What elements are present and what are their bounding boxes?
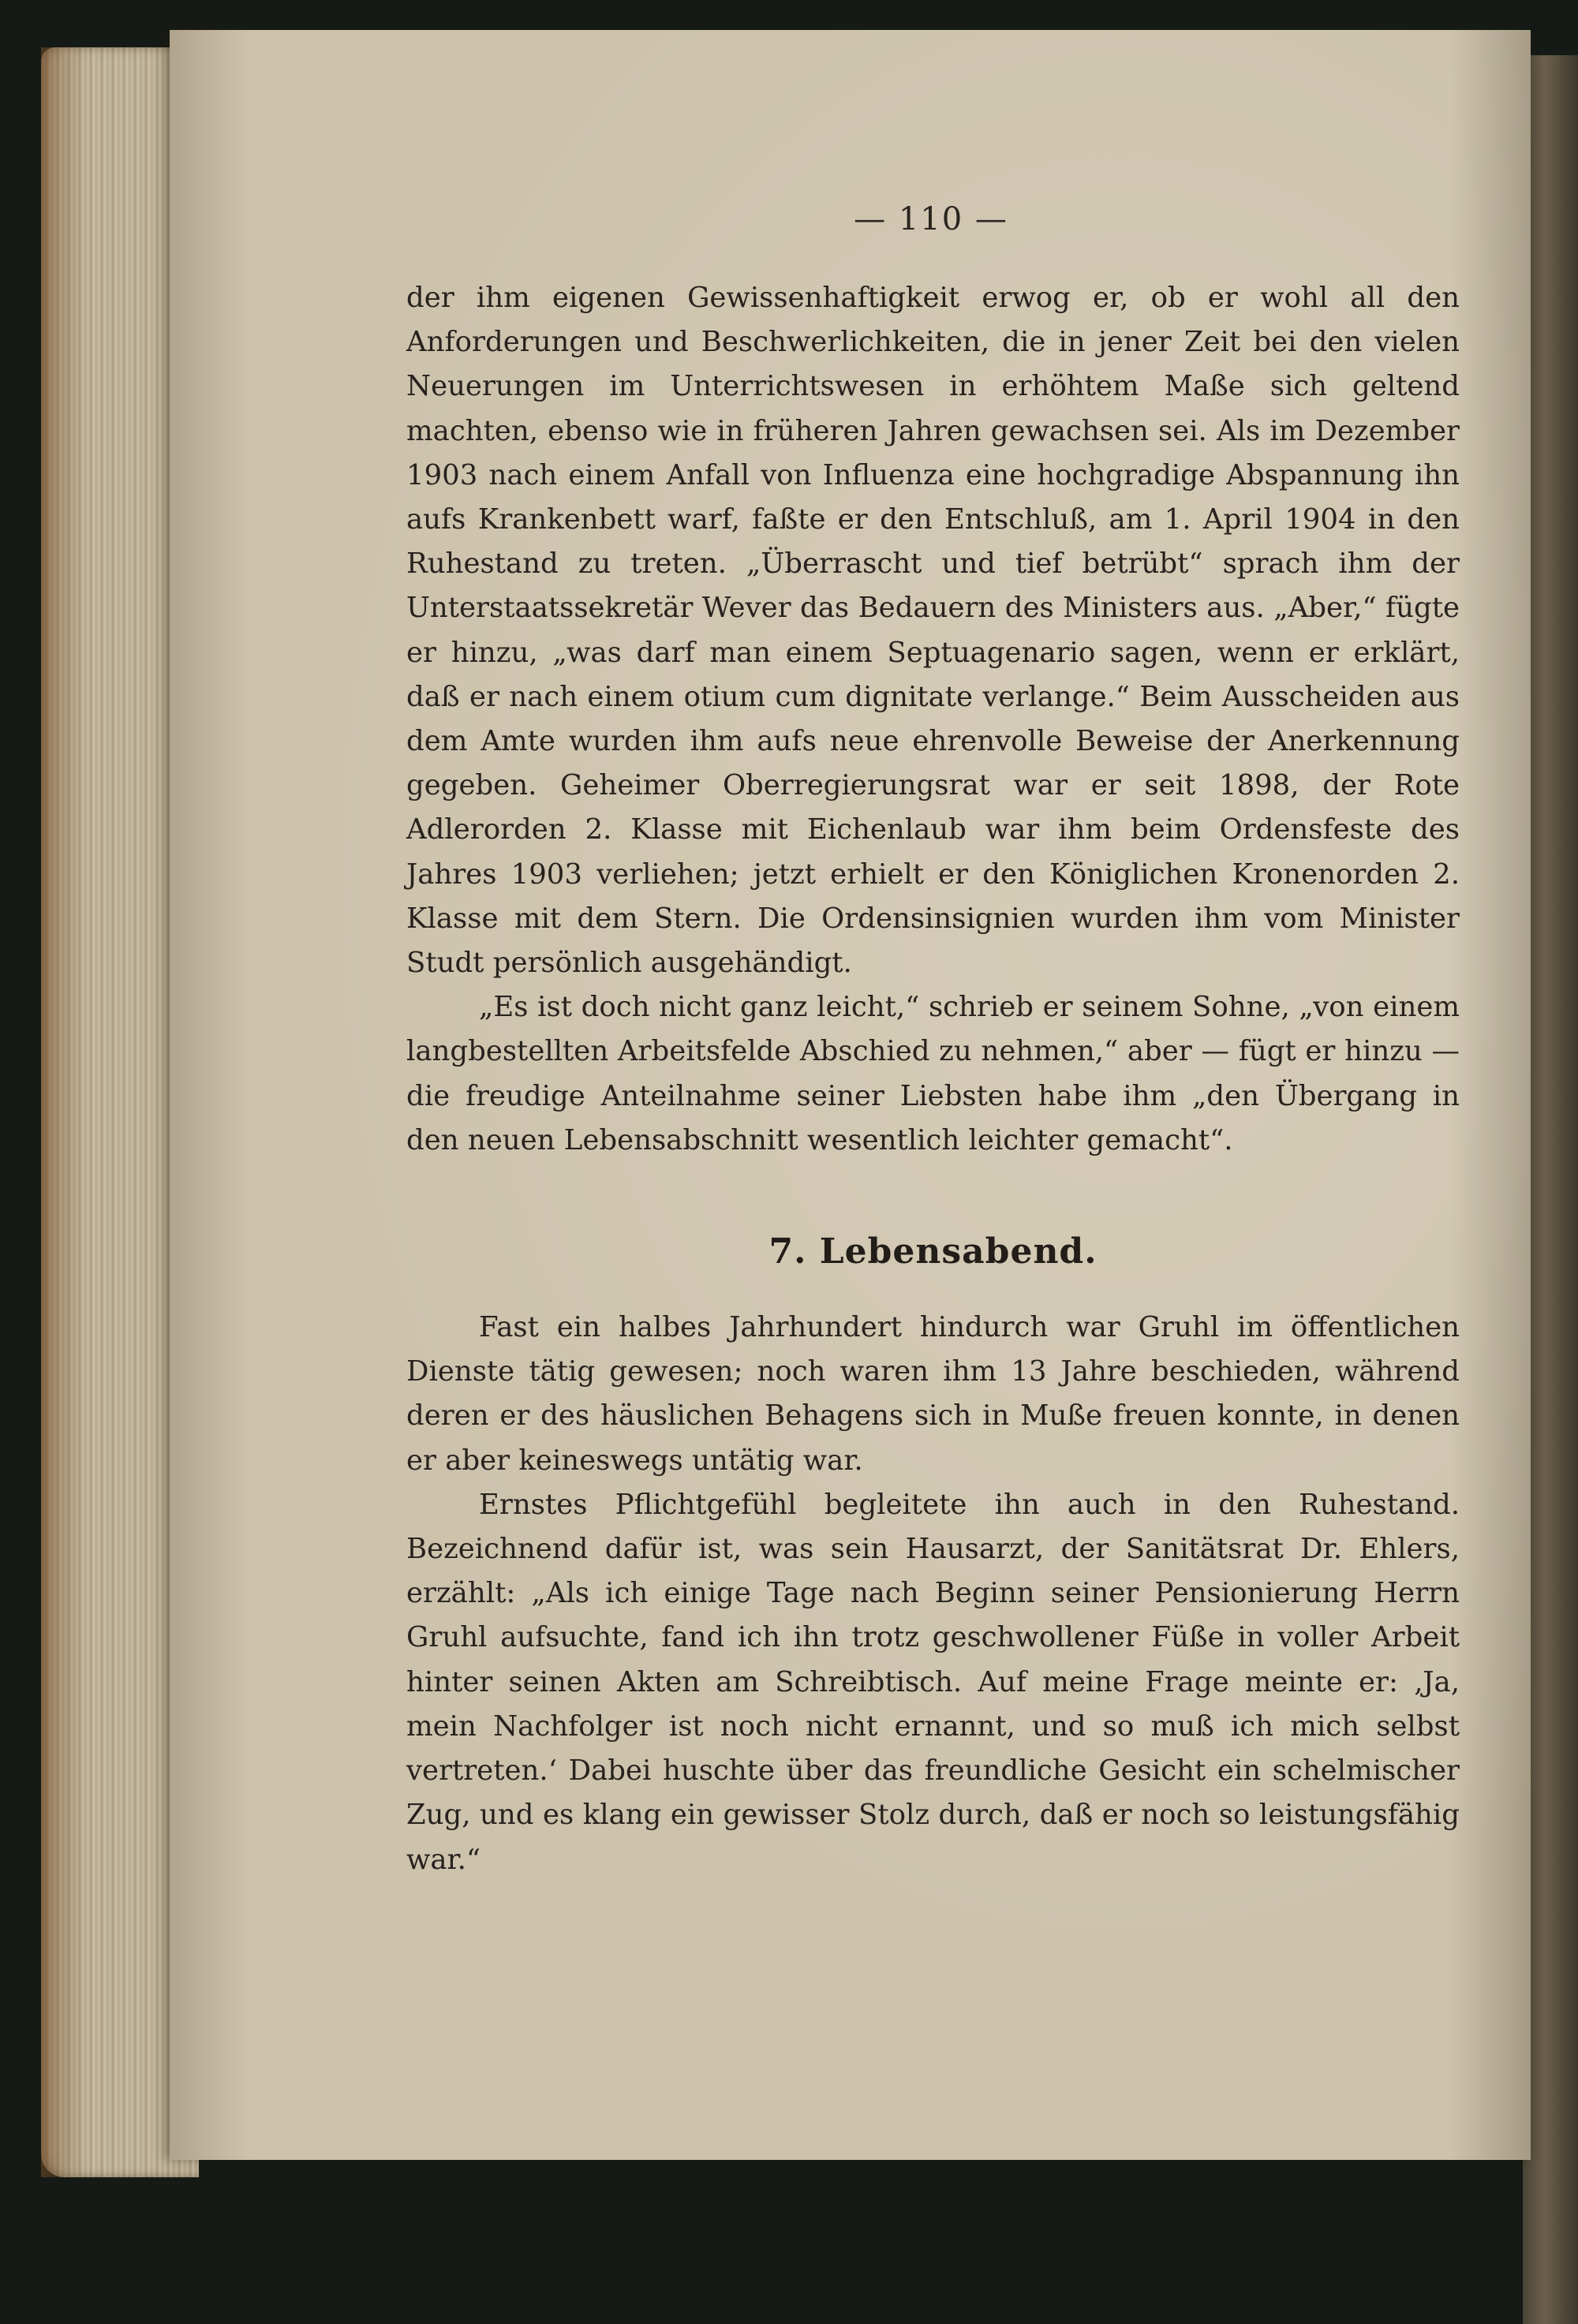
paragraph-letter-to-son: „Es ist doch nicht ganz leicht,“ schrieb er seinem Sohne, „von einem langbestellten Arbeitsfelde Abschied zu nehmen,“ aber — fügt er hinzu — die freudige Anteilnahme seiner Liebsten habe ihm „den Übergang in den neuen Lebensabschnitt wesentlich leichter gemacht“. — [406, 991, 1460, 1156]
section-heading: 7. Lebensabend. — [768, 1231, 1097, 1272]
body-text — [406, 276, 1460, 1882]
paragraph-doctor-account: Ernstes Pflichtgefühl begleitete ihn auch in den Ruhestand. Bezeichnend dafür ist, was sein Hausarzt, der Sanitätsrat Dr. Ehlers, erzählt: „Als ich einige Tage nach Beginn seiner Pensionierung Herrn Gruhl aufsuchte, fand ich ihn trotz geschwollener Füße in voller Arbeit hinter seinen Akten am Schreibtisch. Auf meine Frage meinte er: ‚Ja, mein Nachfolger ist noch nicht ernannt, und so muß ich mich selbst vertreten.‘ Dabei huschte über das freundliche Gesicht ein schelmischer Zug, und es klang ein gewisser Stolz durch, daß er noch so leistungsfähig war.“ — [406, 1488, 1460, 1876]
adjacent-page-edge — [1523, 55, 1578, 2324]
paragraph-retirement-decision: der ihm eigenen Gewissenhaftigkeit erwog er, ob er wohl all den Anforderungen und Beschwerlichkeiten, die in jener Zeit bei den vielen Neuerungen im Unterrichtswesen in erhöhtem Maße sich geltend machten, ebenso wie in früheren Jahren gewachsen sei. Als im Dezember 1903 nach einem Anfall von Influenza eine hochgradige Abspannung ihn aufs Krankenbett warf, faßte er den Entschluß, am 1. April 1904 in den Ruhestand zu treten. „Überrascht und tief betrübt“ sprach ihm der Unterstaatssekretär Wever das Bedauern des Ministers aus. „Aber,“ fügte er hinzu, „was darf man einem Septuagenario sagen, wenn er erklärt, daß er nach einem otium cum dignitate verlange.“ Beim Ausscheiden aus dem Amte wurden ihm aufs neue ehrenvolle Beweise der Anerkennung gegeben. Geheimer Oberregierungsrat war er seit 1898, der Rote Adlerorden 2. Klasse mit Eichenlaub war ihm beim Ordensfeste des Jahres 1903 verliehen; jetzt erhielt er den Königlichen Kronenorden 2. Klasse mit dem Stern. Die Ordensinsignien wurden ihm vom Minister Studt persönlich ausgehändigt. — [406, 282, 1460, 980]
page-number: — 110 — — [854, 201, 1008, 237]
paragraph-public-service: Fast ein halbes Jahrhundert hindurch war Gruhl im öffentlichen Dienste tätig gewesen; noch waren ihm 13 Jahre beschieden, während deren er des häuslichen Behagens sich in Muße freuen konnte, in denen er aber keineswegs untätig war. — [406, 1311, 1460, 1477]
